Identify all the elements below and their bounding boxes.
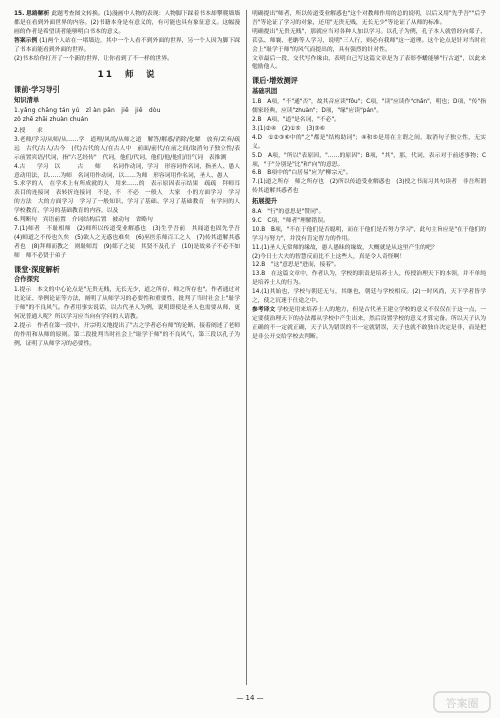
answer-2: 2.B A项，"道"是名词，"不必"。 xyxy=(252,116,340,123)
subsection-extension: 拓展提升 xyxy=(252,198,278,206)
item-4: 4.古 学习 以 古 师 名词作动词，学习 形容词作名词，指圣人、愚人 意动用法，以……为师 名词用作动词，以……为师 形容词用作名词，圣人、愚人 xyxy=(14,163,246,179)
section-preclass: 课前·学习导引 xyxy=(14,85,60,95)
watermark-text: 答案圈 xyxy=(445,697,479,710)
answer-tag: 答案示例 xyxy=(14,37,38,44)
subsection-basic: 基础巩固 xyxy=(252,88,278,96)
answer-10: 10.B B项，"不在于他们是否聪明，而在于他们是否努力学习"，此句主旨应是"在于他们的学习与努力"，并没有肯定智力的作用。 xyxy=(252,226,486,242)
section-afterclass: 课后·增效测评 xyxy=(252,76,298,86)
answer-8: 8.A "行"的意思是"赞同"。 xyxy=(252,209,325,216)
item-3: 3.老师/学习/从师/从……学 道理/风尚/从师之道 解答/解惑/消除/化解 放弃/丢弃/疏远 古代/古人/古今 (代)古代的人/在古人中 前面/前代/在前之间/取消句子独立性/表示前置宾语/代词，指"六艺经传" 代词，他们/代词，他们/他/他们/语气词 表推测 xyxy=(14,136,240,161)
watermark-logo xyxy=(432,688,492,716)
page-number: — 14 — xyxy=(236,694,264,702)
answer-11: 11.(1)圣人无常师的缘故，愚人愚昧的缘故，大概就是从这里产生的吧？ xyxy=(252,244,438,251)
discussion-continued-1: 明确提出"师者，所以传道受业解惑也"这个对教师作用的总的说明，以后又用"先乎吾""后乎吾"等论证了学习的对象，还用"无贵无贱，无长无少"等论证了从师的标准。 xyxy=(252,11,486,26)
analysis-tag: 思路解析 xyxy=(26,11,50,17)
answer-7: 7.(1)道之所存 师之所存也 (2)所以传道受业解惑也 (3)授之书而习其句读者 非吾所谓传其道解其惑者也 xyxy=(252,179,486,195)
discussion-continued-3: 文章最后一段，交代写作缘由，表明自己写这篇文章是为了表彰李蟠能够"行古道"，以此来勉励他人。 xyxy=(252,55,486,71)
translation-text: 学校是用来培养士人的地方，但是古代圣王建立学校的意义不仅仅在于这一点，一定要使治理天下的办法都从学校中产生出来，然后设置学校的意义才算完备。所以天子认为正确的不一定就正确，天子认为错误的不一定就错误，天子也就不敢独自决定是非，而是把是非公开交给学校去判断。 xyxy=(252,307,486,340)
item-2: 2.授 求 xyxy=(14,127,43,134)
answer-11b: (2)今日士大夫的智慧反而比不上这些人，真是令人奇怪啊！ xyxy=(252,253,406,260)
answer-1: 1.B A项，"不"通"否"，故其音应读"fǒu"；C项，"读"应读作"chǎn"，明也；D项，"传"指儒家经典，应读"zhuàn"；D项，"缘"应读"pán"。 xyxy=(252,99,486,115)
subsection-cooperation: 合作探究 xyxy=(14,276,40,284)
pinyin-line-2: zǒ zhē zhāi zhuàn chuán xyxy=(14,116,89,124)
discussion-2: 2.提示 作者在第一段中，开宗明义地提出了"古之学者必有师"的论断，接着阐述了老师的作用和从师的原则。第二段批判当时社会上"耻学于师"的不良风气，第三段以孔子为例，证明了从师学习的必要性。 xyxy=(14,323,240,347)
chapter-number: 11 xyxy=(97,70,115,81)
question-15 xyxy=(14,10,240,37)
answer-14: 14.(1)其始也，学校与朝廷无与，其继也，朝廷与学校相反。(2)一时风尚，天下学者皆学之，使之沉迷于仕途之中。 xyxy=(252,289,486,305)
answer-text: (1)两个人站在一堵墙边，其中一个人看不到外面的世界，另一个人因为脚下踩了书本而能看到外面的世界。 xyxy=(14,37,240,53)
answer-5: 5.D A项，"所以"表原因，"……的原因"；B项，"其"，那，代词，表示对于前述事物；C项，"于"分别是"比"和"向"的意思。 xyxy=(252,152,486,168)
right-column xyxy=(252,10,486,342)
discussion-1: 1.提示 本文的中心论点是"无贵无贱，无长无少，道之所存，师之所存也"。作者通过对比论证、举例论证等方法，阐明了从师学习的必要性和重要性，批判了当时社会上"耻学于师"的不良风气。作者用事实说话，以古代圣人为例，说明即使是圣人也需要从师，更何况普通人呢？所以学习应当向有学问的人请教。 xyxy=(14,287,240,321)
pinyin-line: 1.yǎng chāng tán yú zǐ àn pān jiē jiě dòu xyxy=(14,107,161,115)
chapter-heading xyxy=(14,71,240,80)
item-7: 7.(1)师者 不耻相师 (2)师所以传道受业解惑也 (3)生乎吾前 其闻道也固先乎吾 (4)师道之不传也久矣 (5)欲人之无惑也难矣 (6)巫医乐师百工之人 (7)传其道解其惑者也 (8)拜师而教之 则耻师焉 (9)郯子之徒 其贤不及孔子 (10)是故弟子不必不如师 师不必贤于弟子 xyxy=(14,225,246,259)
answer-3: 3.(1)②④ (2)①⑤ (3)③⑥ xyxy=(252,125,325,132)
analysis-text: 此题考查图文转换。(1)漫画中人物的表现：人物脚下踩着书本却攀爬墙墙都是在看到外面世界的内容。(2)书籍本身是有意义的，有可能也具有象征意义。这幅漫画的作者是希望读者能够明白书本的意义。 xyxy=(14,11,241,35)
answer-text-2: (2)书本给你打开了一个新的世界，让你看到了不一样的世界。 xyxy=(14,55,173,62)
chapter-title: 师 说 xyxy=(124,70,157,81)
reference-translation xyxy=(252,306,486,342)
item-6: 6.判断句 宾语前置 介词结构后置 被动句 省略句 xyxy=(14,217,153,224)
answer-example xyxy=(14,37,240,55)
answer-6: 6.B B项中的"白居易"应为"柳宗元"。 xyxy=(252,170,352,177)
question-number: 15. xyxy=(14,11,25,17)
discussion-continued-2: 明确提出"无贵无贱"，那就应当对各种人加以学习。以孔子为例，孔子本人就曾经向郯子、苌弘、师襄、老聃等人学习，说明"三人行，则必有我师"这一道理。这个论点是针对当时社会上"耻学于师"的风气而提出的，具有强烈的针对性。 xyxy=(252,28,486,53)
section-inclass: 课堂·深度解析 xyxy=(14,264,60,274)
answer-4: 4.D ①②③⑥中的"之"都是"结构助词"；④和⑤是用在主谓之间，取消句子独立性，无实义。 xyxy=(252,134,486,150)
translation-tag: 参考译文 xyxy=(252,307,276,313)
column-divider xyxy=(246,10,247,685)
item-5: 5.求学的人 在学术上有所成就的人 用来……的 表示原因表示结果 疏疏 拜师耳 表目的连接词 表转折连接词 不是，不 不必 一般人 大家 小的方面学习 学习的方法 大的方面学习 学习了一般知识、学习了基础、学习了基础教育 有学问的人 学校教育，学习的基础教育的内容，以及 xyxy=(14,181,246,215)
subsection-knowledge: 知识清单 xyxy=(14,97,40,105)
answer-9: 9.C C项，"师者"理解错误。 xyxy=(252,217,329,224)
left-column xyxy=(14,10,246,349)
answer-12: 12.B "这"意思是"进而，接着"。 xyxy=(252,262,340,269)
answer-13: 13.B 在这篇文章中，作者认为，学校的职责是培养士人，传授治理天下的本领，并不单纯是培养士人的行为。 xyxy=(252,271,486,287)
